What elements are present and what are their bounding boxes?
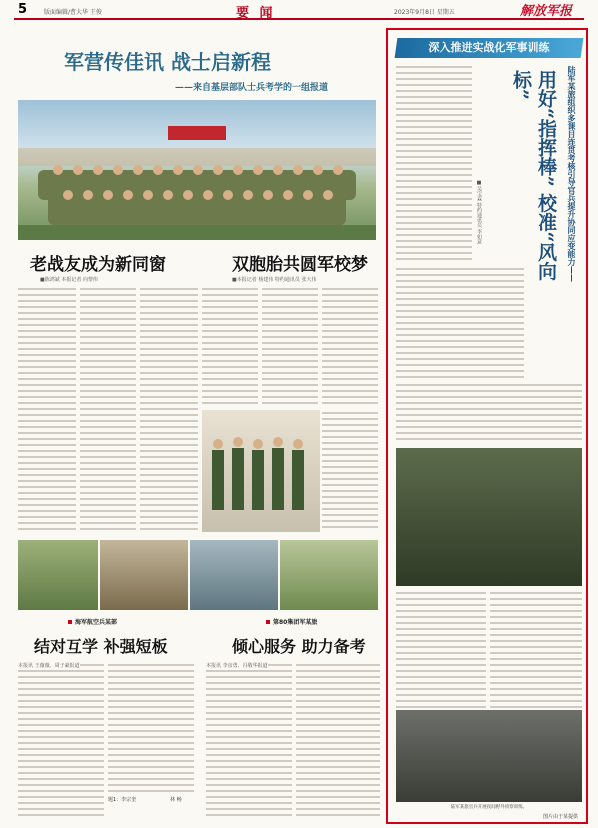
story2-photo [202,410,320,532]
issue-date: 2023年9月8日 星期五 [394,9,455,16]
story3-byline: 本报讯 王薇薇、周子豪报道 [18,663,80,669]
story3-title: 结对互学 补强短板 [34,637,168,656]
story4-byline: 本报讯 李彦勇、冯敬华报道 [206,663,268,669]
sidebar-title: 用好“指挥棒” 校准“风向标” [510,70,557,281]
page-number: 5 [18,2,28,17]
story2-title: 双胞胎共圆军校梦 [232,255,368,275]
top-story-title: 军营传佳讯 战士启新程 [64,50,271,74]
sidebar-body-1 [396,266,524,378]
sidebar-body-3 [396,590,486,710]
story2-body-col2 [262,286,318,406]
soldiers-photo-illustration [18,100,376,240]
story3-body-col2 [108,662,194,792]
story4-body-col2 [296,662,380,818]
photo-small-3 [190,540,278,610]
sidebar-photo-caption: 陆军某旅官兵开展夜间野外侦察训练。 [450,805,528,810]
sidebar-photo-1 [396,448,582,586]
story2-body-col3 [322,286,378,406]
top-story-subtitle: ——来自基层部队士兵考学的一组报道 [175,83,329,93]
story3-body-col1 [18,662,104,818]
sidebar-body-4 [490,590,582,710]
story1-body-col2 [80,286,136,532]
sidebar-photo-2 [396,710,582,802]
sidebar-kicker: 陆军某旅组织多课目连贯考核引导官兵提升协同应变能力—— [567,66,577,282]
sidebar-photo-credit: 图片由于某提供 [542,814,578,820]
story2-byline: ■本报记者 杨建伟 特约通讯员 张大伟 [232,277,317,283]
featured-sidebar [386,28,588,824]
story2-body-col4 [322,410,378,532]
masthead-note: 版面编辑/曹大华 王俊 [44,9,102,16]
story4-title: 倾心服务 助力备考 [232,637,366,656]
photo-small-4 [280,540,378,610]
story4-body-col1 [206,662,292,818]
section-name: 要 闻 [236,6,276,21]
sidebar-intro-text [396,64,472,260]
sidebar-body-2 [396,382,582,442]
story1-body-col1 [18,286,76,532]
story1-title: 老战友成为新同窗 [30,255,166,275]
sidebar-byline: ■吴宝霖 特约通讯员 李如意 [476,180,482,245]
photo-small-1 [18,540,98,610]
paper-logo: 解放军报 [520,4,573,19]
story1-byline: ■陈鸿斌 本报记者 向黎伟 [40,277,98,283]
story3-sign-2: 林 畅 [170,797,182,803]
story1-body-col3 [140,286,198,532]
group-photo [18,100,376,240]
sidebar-banner: 深入推进实战化军事训练 [395,38,584,58]
story3-unit-tag: 海军航空兵某部 [68,617,117,626]
story3-sign-1: 题1：李宗奎 [108,797,137,803]
story2-body-col1 [202,286,258,406]
twins-photo-illustration [202,410,320,532]
story4-unit-tag: 第80集团军某旅 [266,617,317,626]
photo-small-2 [100,540,188,610]
